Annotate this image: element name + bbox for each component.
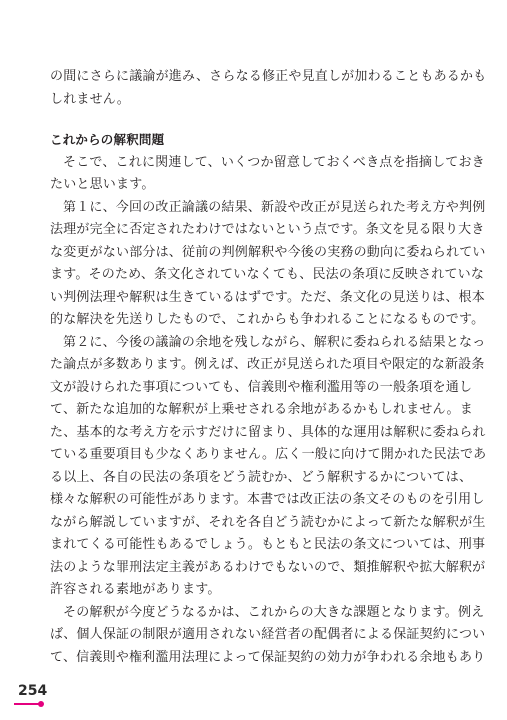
- text-line: 様々な解釈の可能性があります。本書では改正法の条文そのものを引用し: [50, 492, 485, 507]
- text-line: 的な解決を先送りしたもので、これからも争われることになるものです。: [50, 312, 485, 327]
- paragraph-first-line: その解釈が今度どうなるかは、これからの大きな課題となります。例え: [63, 604, 485, 620]
- text-line: 法理が完全に否定されたわけではないという点です。条文を見る限り大き: [50, 222, 485, 237]
- paragraph-first-line: 第１に、今回の改正論議の結果、新設や改正が見送られた考え方や判例: [63, 199, 486, 215]
- page-number-dot: [38, 701, 44, 707]
- page-number: 254: [18, 683, 48, 699]
- text-line: た論点が多数あります。例えば、改正が見送られた項目や限定的な新設条: [50, 357, 485, 372]
- text-line: ながら解説していますが、それを各自どう読むかによって新たな解釈が生: [50, 514, 486, 530]
- page-number-rule: [14, 703, 40, 705]
- paragraph-first-line: そこで、これに関連して、いくつか留意しておくべき点を指摘しておき: [63, 154, 485, 170]
- text-line: の間にさらに議論が進み、さらなる修正や見直しが加わることもあるかも: [50, 69, 487, 84]
- text-line: た、基本的な考え方を示すだけに留まり、具体的な運用は解釈に委ねられ: [50, 424, 486, 440]
- text-line: しれません。: [50, 91, 130, 107]
- text-line: な変更がない部分は、従前の判例解釈や今後の実務の動向に委ねられてい: [50, 244, 486, 260]
- text-line: ます。そのため、条文化されていなくても、民法の条項に反映されていな: [50, 267, 485, 282]
- text-line: る以上、各自の民法の条項をどう読むか、どう解釈するかについては、: [50, 469, 473, 485]
- text-line: たいと思います。: [50, 177, 155, 192]
- text-line: ている重要項目も少なくありません。広く一般に向けて開かれた民法であ: [50, 447, 487, 462]
- text-line: ば、個人保証の制限が適用されない経営者の配偶者による保証契約につい: [50, 627, 486, 642]
- body-text: [50, 66, 487, 669]
- text-line: 文が設けられた事項についても、信義則や権利濫用等の一般条項を通し: [50, 379, 473, 395]
- text-line: 法のような罪刑法定主義があるわけでもないので、類推解釈や拡大解釈が: [50, 559, 486, 575]
- text-line: 許容される素地があります。: [50, 582, 221, 597]
- text-line: まれてくる可能性もあるでしょう。もともと民法の条文については、刑事: [50, 537, 486, 552]
- section-heading: これからの解釈問題: [50, 132, 165, 147]
- text-line: い判例法理や解釈は生きているはずです。ただ、条文化の見送りは、根本: [50, 289, 485, 305]
- text-line: て、新たな追加的な解釈が上乗せされる余地があるかもしれません。ま: [50, 402, 473, 417]
- paragraph-first-line: 第２に、今後の議論の余地を残しながら、解釈に委ねられる結果となっ: [63, 334, 486, 350]
- text-line: て、信義則や権利濫用法理によって保証契約の効力が争われる余地もあり: [50, 649, 486, 665]
